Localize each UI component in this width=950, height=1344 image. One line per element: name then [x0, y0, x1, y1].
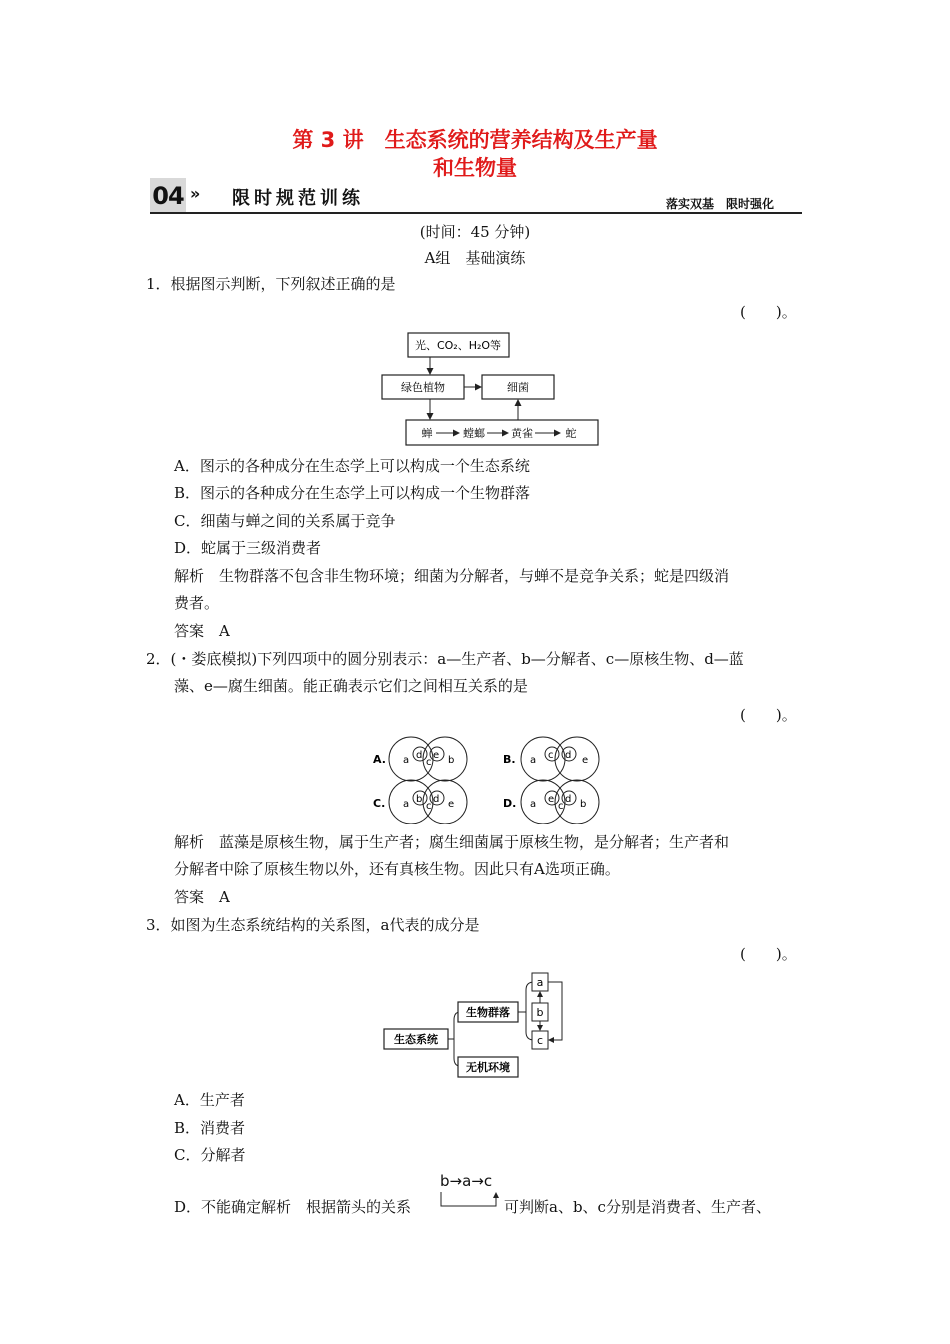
section-divider [150, 212, 802, 214]
q1-food-web-figure [370, 328, 610, 450]
q1-option-a: A．图示的各种成分在生态学上可以构成一个生态系统 [174, 457, 530, 475]
q2-stem-line1: 2．(・娄底模拟)下列四项中的圆分别表示：a—生产者、b—分解者、c—原核生物、d—蓝 [146, 650, 744, 668]
venn-a-b: b [448, 755, 455, 766]
community-label: 生物群落 [466, 1006, 510, 1019]
q1-option-d: D．蛇属于三级消费者 [174, 539, 322, 557]
page-title-line2: 和生物量 [433, 156, 517, 180]
q2-stem-line2: 藻、e—腐生细菌。能正确表示它们之间相互关系的是 [174, 677, 528, 695]
q3-inline-return-arrow [438, 1192, 502, 1210]
venn-c-label: C. [373, 797, 386, 810]
q3-option-b: B．消费者 [174, 1119, 246, 1137]
venn-d-label: D. [503, 797, 517, 810]
q3-ecosystem-structure-figure [380, 968, 580, 1084]
venn-a-label: A. [373, 753, 386, 766]
venn-c-b: b [416, 794, 423, 805]
section-slogan: 落实双基 限时强化 [666, 197, 775, 211]
group-heading: A组 基础演练 [424, 249, 526, 267]
venn-a-a: a [403, 755, 410, 766]
q3-option-d-analysis-prefix: D．不能确定解析 根据箭头的关系 [174, 1198, 412, 1216]
q3-answer-blank: ( )。 [740, 945, 797, 963]
environment-label: 无机环境 [466, 1061, 510, 1074]
venn-c-a: a [403, 799, 410, 810]
venn-c-c: c [426, 801, 432, 812]
venn-b-label: B. [503, 753, 516, 766]
venn-d-a: a [530, 799, 537, 810]
q3-analysis-suffix: 可判断a、b、c分别是消费者、生产者、 [504, 1198, 771, 1216]
ecosystem-label: 生态系统 [394, 1033, 438, 1046]
chain-oriole: 黄雀 [511, 427, 533, 440]
q3-stem: 3．如图为生态系统结构的关系图，a代表的成分是 [146, 916, 480, 934]
chain-cicada: 蝉 [421, 427, 433, 440]
venn-d-d: d [565, 794, 572, 805]
double-chevron-icon: » [190, 184, 201, 203]
q3-inline-arrow-chain: b→a→c [440, 1172, 493, 1190]
q1-answer-blank: ( )。 [740, 303, 797, 321]
venn-b-a: a [530, 755, 537, 766]
box-a-label: a [536, 976, 544, 989]
q2-answer-blank: ( )。 [740, 706, 797, 724]
venn-b-c: c [548, 750, 554, 761]
section-title: 限时规范训练 [232, 188, 364, 209]
section-number-badge: 04 [150, 178, 186, 214]
bacteria-label: 细菌 [507, 381, 529, 394]
venn-d-b: b [580, 799, 587, 810]
q3-option-a: A．生产者 [174, 1091, 245, 1109]
box-b-label: b [536, 1006, 544, 1019]
time-limit: (时间：45 分钟) [419, 223, 531, 241]
q2-analysis-line2: 分解者中除了原核生物以外，还有真核生物。因此只有A选项正确。 [174, 860, 620, 878]
venn-a-d: d [416, 750, 423, 761]
abiotic-label: 光、CO₂、H₂O等 [414, 339, 502, 352]
venn-a-e: e [433, 750, 440, 761]
q1-option-c: C．细菌与蝉之间的关系属于竞争 [174, 512, 396, 530]
venn-c-e: e [448, 799, 455, 810]
q1-analysis-line1: 解析 生物群落不包含非生物环境；细菌为分解者，与蝉不是竞争关系；蛇是四级消 [174, 567, 730, 585]
venn-c-d: d [433, 794, 440, 805]
chain-mantis: 螳螂 [463, 427, 485, 440]
venn-b-e: e [582, 755, 589, 766]
box-c-label: c [536, 1034, 544, 1047]
q3-option-c: C．分解者 [174, 1146, 246, 1164]
q1-stem: 1．根据图示判断，下列叙述正确的是 [146, 275, 396, 293]
venn-d-c: c [558, 801, 564, 812]
venn-a-c: c [426, 757, 432, 768]
q2-answer: 答案 A [174, 888, 230, 906]
venn-d-e: e [548, 794, 555, 805]
q1-analysis-line2: 费者。 [174, 594, 220, 612]
venn-b-d: d [565, 750, 572, 761]
plant-label: 绿色植物 [401, 381, 445, 394]
q1-option-b: B．图示的各种成分在生态学上可以构成一个生物群落 [174, 484, 531, 502]
chain-snake: 蛇 [565, 427, 577, 440]
q2-venn-options-figure [368, 732, 608, 824]
q1-answer: 答案 A [174, 622, 230, 640]
q2-analysis-line1: 解析 蓝藻是原核生物，属于生产者；腐生细菌属于原核生物，是分解者；生产者和 [174, 833, 730, 851]
page-title: 第 3 讲 生态系统的营养结构及生产量 [292, 128, 658, 152]
